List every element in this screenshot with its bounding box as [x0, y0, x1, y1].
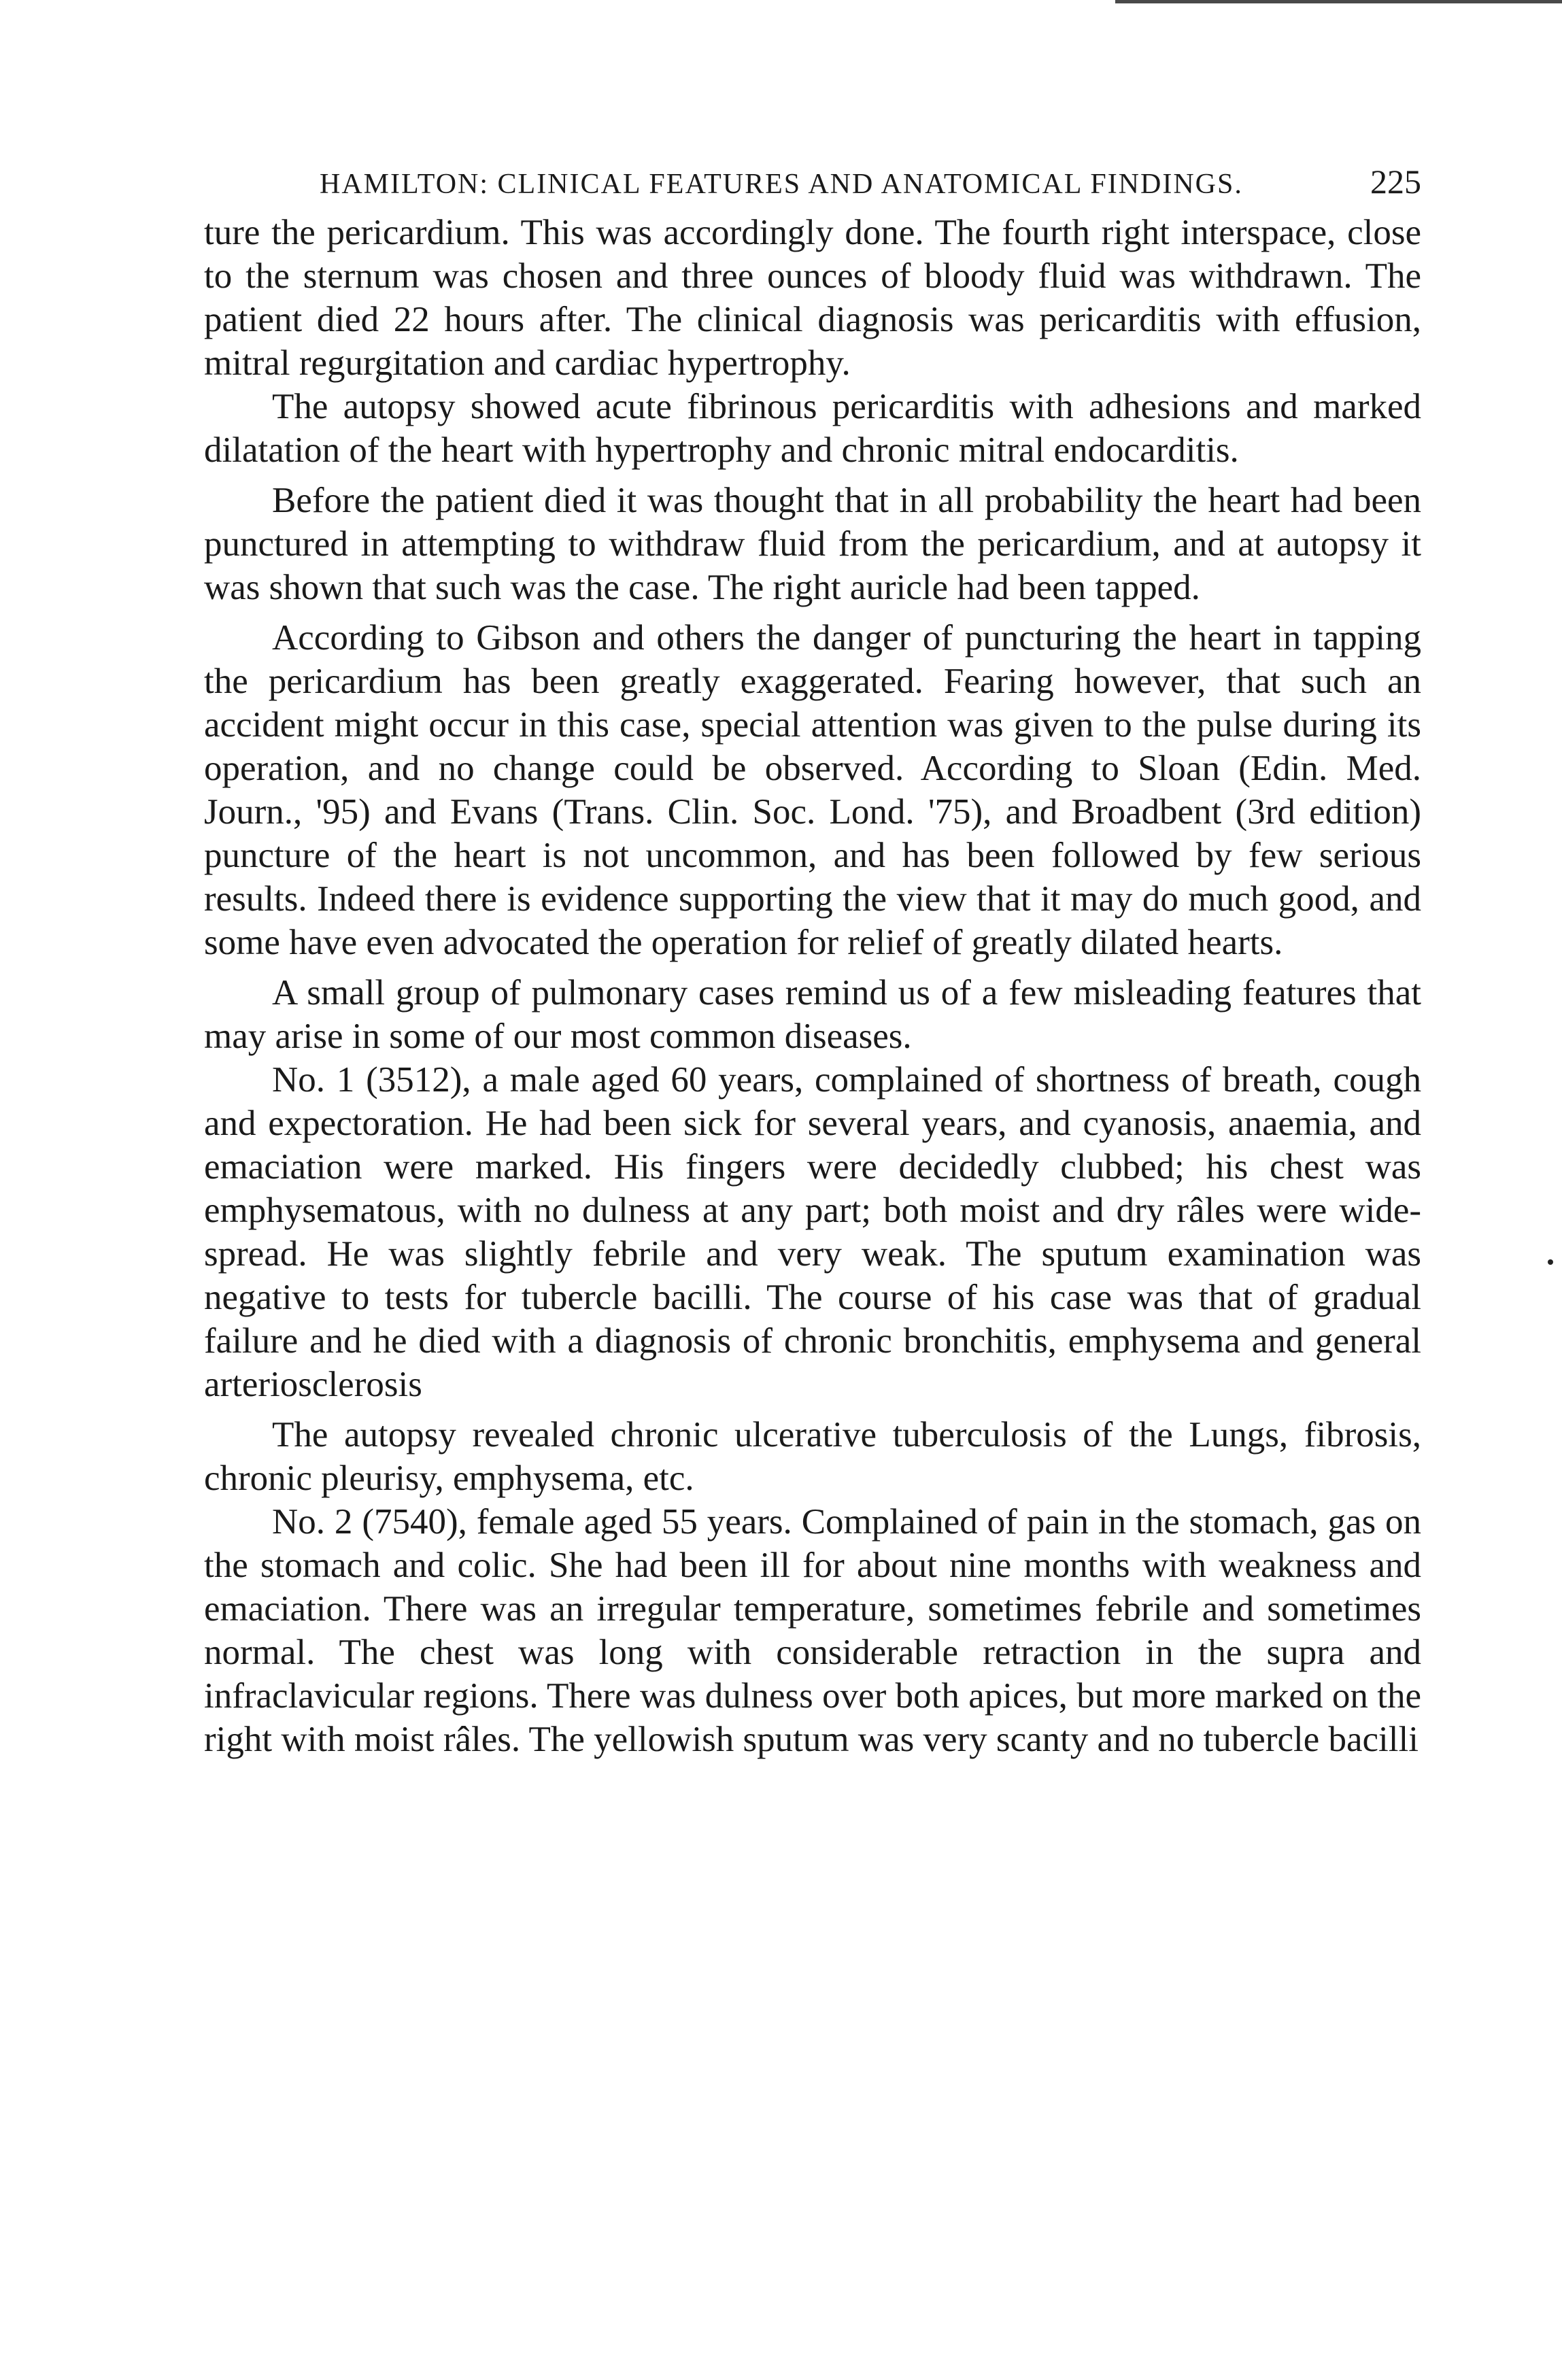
running-title: HAMILTON: CLINICAL FEATURES AND ANATOMICAL FINDINGS. — [320, 169, 1243, 200]
paragraph: A small group of pulmonary cases remind us of a few misleading features that may arise in some of our most common diseases. — [204, 973, 1421, 1056]
scan-edge-mark — [1115, 0, 1562, 16]
paragraph: According to Gibson and others the danger of puncturing the heart in tapping the pericardium has been greatly exaggerated. Fearing however, that such an accident might occur in this case, special attention was given to the pulse during its operation, and no change could be observed. According to Sloan (Edin. Med. Journ., '95) and Evans (Trans. Clin. Soc. Lond. '75), and Broadbent (3rd edition) puncture of the heart is not uncommon, and has been followed by few serious results. Indeed there is evidence supporting the view that it may do much good, and some have even advocated the operation for relief of greatly dilated hearts. — [204, 618, 1421, 962]
running-header — [320, 162, 1421, 201]
paragraph: No. 2 (7540), female aged 55 years. Complained of pain in the stomach, gas on the stomach and colic. She had been ill for about nine months with weakness and emaciation. There was an irregular temperature, sometimes febrile and sometimes normal. The chest was long with considerable retraction in the supra and infraclavicular regions. There was dulness over both apices, but more marked on the right with moist râles. The yellowish sputum was very scanty and no tubercle bacilli — [204, 1502, 1421, 1759]
page-number: 225 — [1370, 163, 1421, 201]
paragraph: ture the pericardium. This was accordingly done. The fourth right interspace, close to the sternum was chosen and three ounces of bloody fluid was withdrawn. The patient died 22 hours after. The clinical diagnosis was pericarditis with effusion, mitral regurgitation and cardiac hypertrophy. — [204, 213, 1421, 383]
body-text — [204, 211, 1421, 1761]
paragraph: No. 1 (3512), a male aged 60 years, complained of shortness of breath, cough and expectoration. He had been sick for several years, and cyanosis, anaemia, and emaciation were marked. His fingers were decidedly clubbed; his chest was emphysematous, with no dulness at any part; both moist and dry râles were wide-spread. He was slightly febrile and very weak. The sputum examination was negative to tests for tubercle bacilli. The course of his case was that of gradual failure and he died with a diagnosis of chronic bronchitis, emphysema and general arteriosclerosis — [204, 1060, 1421, 1404]
paragraph: The autopsy showed acute fibrinous pericarditis with adhesions and marked dilatation of the heart with hypertrophy and chronic mitral endocarditis. — [204, 387, 1421, 470]
paragraph: Before the patient died it was thought that in all probability the heart had been punctured in attempting to withdraw fluid from the pericardium, and at autopsy it was shown that such was the case. The right auricle had been tapped. — [204, 481, 1421, 607]
scan-speck — [1548, 1259, 1553, 1265]
paragraph: The autopsy revealed chronic ulcerative tuberculosis of the Lungs, fibrosis, chronic pleurisy, emphysema, etc. — [204, 1415, 1421, 1498]
